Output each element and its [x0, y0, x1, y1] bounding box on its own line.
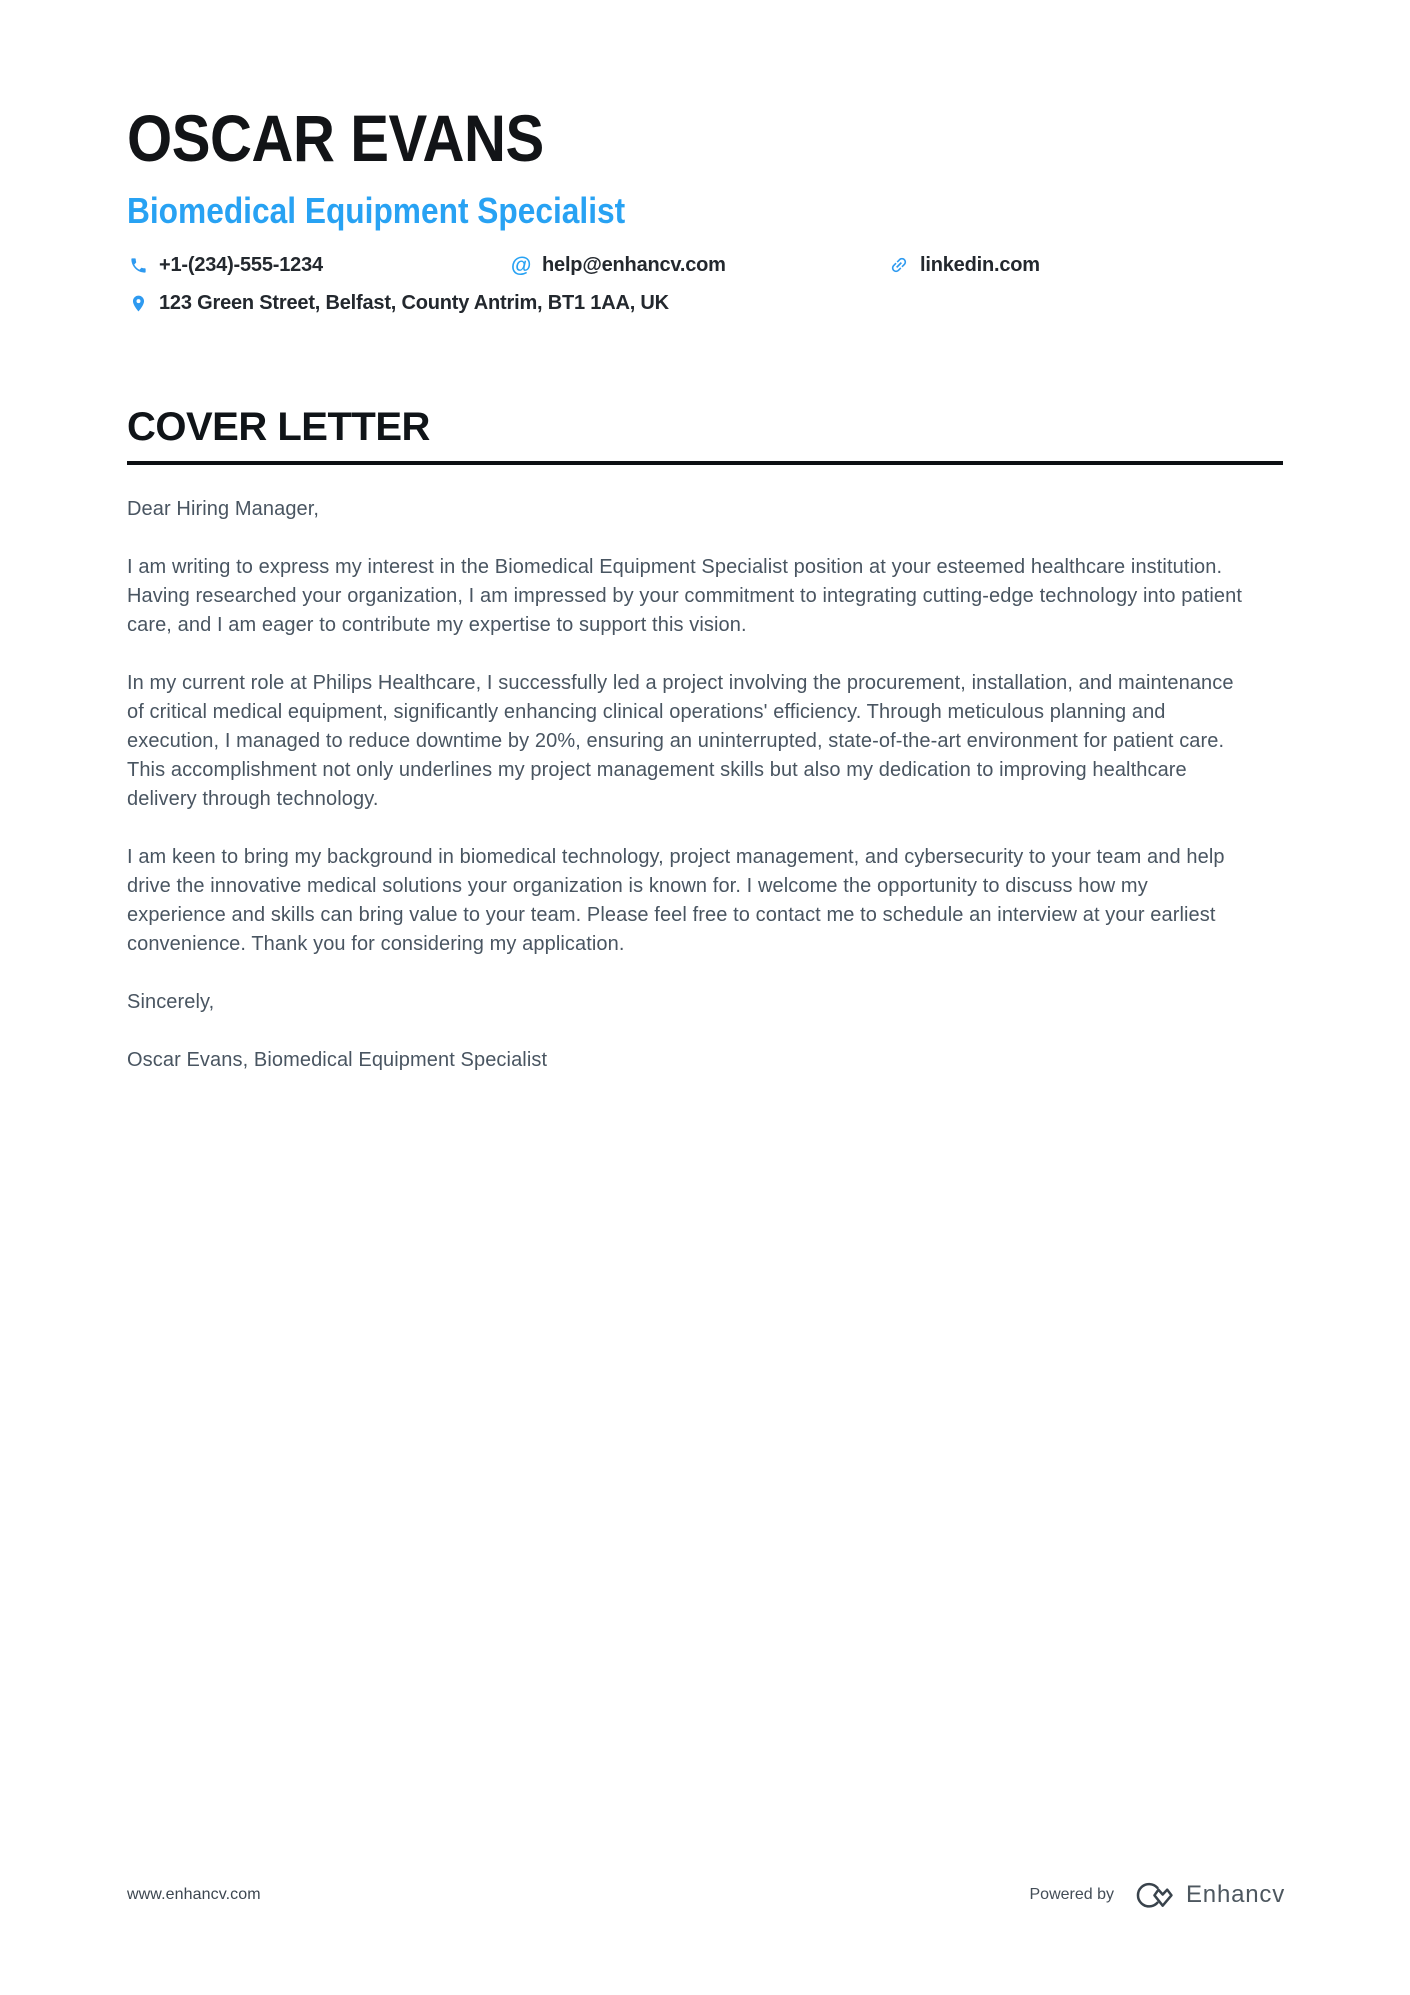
phone-number: +1-(234)-555-1234: [159, 253, 323, 276]
signature: Oscar Evans, Biomedical Equipment Specialist: [127, 1048, 548, 1071]
job-title: [127, 189, 1283, 232]
brand-wordmark: Enhancv: [1186, 1881, 1285, 1908]
letter-paragraph: In my current role at Philips Healthcare, I successfully led a project involving the procurement, installation, and maintenance of critical medical equipment, significantly enhancing clinical operations' efficiency. Through meticulous planning and execution, I managed to reduce downtime by 20%, ensuring an uninterrupted, state-of-the-art environment for patient care. This accomplishment not only underlines my project management skills but also my dedication to improving healthcare delivery through technology.: [127, 671, 1234, 810]
person-name-text: OSCAR EVANS: [127, 101, 544, 175]
location-pin-icon: [127, 292, 149, 314]
phone-contact[interactable]: [127, 254, 510, 277]
letter-paragraph: I am writing to express my interest in the Biomedical Equipment Specialist position at your esteemed healthcare institution. Having researched your organization, I am impressed by your commitment to integrating cutting-edge technology into patient care, and I am eager to contribute my expertise to support this vision.: [127, 555, 1243, 636]
contact-row-primary: [127, 254, 1283, 277]
page-footer: [127, 1879, 1285, 1911]
closing: Sincerely,: [127, 990, 215, 1013]
website-link[interactable]: www.enhancv.com: [127, 1886, 261, 1903]
letter-paragraph: I am keen to bring my background in biomedical technology, project management, and cybersecurity to your team and help drive the innovative medical solutions your organization is known for. I welcome the opportunity to discuss how my experience and skills can bring value to your team. Please feel free to contact me to schedule an interview at your earliest convenience. Thank you for considering my application.: [127, 845, 1225, 955]
email-address: help@enhancv.com: [542, 253, 726, 276]
address-text: 123 Green Street, Belfast, County Antrim, BT1 1AA, UK: [159, 291, 669, 314]
contact-info: [127, 254, 1283, 315]
powered-by-label: Powered by: [1029, 1886, 1114, 1903]
at-sign-icon: @: [510, 253, 532, 277]
section-heading-cover-letter: COVER LETTER: [127, 405, 1283, 465]
linkedin-url: linkedin.com: [920, 253, 1040, 276]
enhancv-logo-icon: [1130, 1879, 1176, 1911]
contact-row-address: [127, 292, 1283, 315]
powered-by-brand: [1030, 1879, 1286, 1911]
email-contact[interactable]: [510, 254, 888, 277]
address-contact: [127, 292, 669, 315]
phone-icon: [127, 254, 149, 276]
chain-link-icon: [888, 254, 910, 276]
salutation: Dear Hiring Manager,: [127, 497, 320, 520]
person-name: [127, 0, 1283, 175]
letter-body: [127, 495, 1245, 1075]
job-title-text: Biomedical Equipment Specialist: [127, 189, 626, 231]
linkedin-contact[interactable]: [888, 254, 1040, 277]
